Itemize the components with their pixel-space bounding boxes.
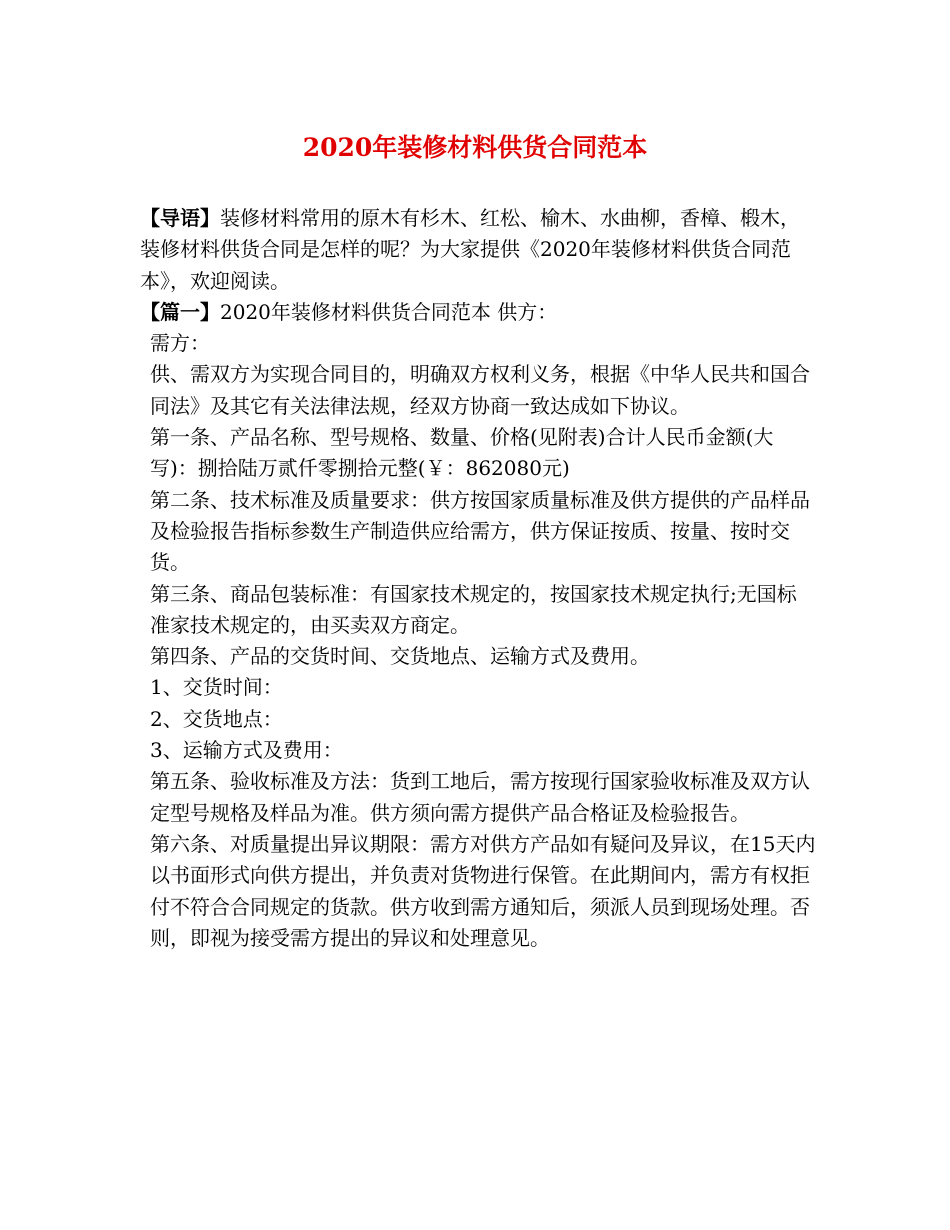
paragraph-buyer: 需方： — [150, 331, 210, 356]
paragraph-article-5: 第五条、验收标准及方法：货到工地后，需方按现行国家验收标准及双方认定型号规格及样品为准。供方须向需方提供产品合格证及检验报告。 — [150, 769, 810, 825]
section-header-text: 2020年装修材料供货合同范本 供方： — [220, 299, 558, 324]
document-body — [140, 203, 816, 954]
paragraph-preamble: 供、需双方为实现合同目的，明确双方权利义务，根据《中华人民共和国合同法》及其它有关法律法规，经双方协商一致达成如下协议。 — [150, 362, 810, 418]
document-title: 2020年装修材料供货合同范本 — [302, 133, 648, 162]
section-header-paragraph — [140, 297, 816, 328]
section-tag: 【篇一】 — [140, 299, 220, 324]
intro-paragraph — [140, 203, 816, 297]
paragraph-item-1: 1、交货时间： — [150, 675, 283, 700]
paragraph-item-3: 3、运输方式及费用： — [150, 738, 343, 763]
paragraph-article-4: 第四条、产品的交货时间、交货地点、运输方式及费用。 — [150, 644, 650, 669]
paragraph-item-2: 2、交货地点： — [150, 706, 283, 731]
intro-text: 装修材料常用的原木有杉木、红松、榆木、水曲柳，香樟、椴木，装修材料供货合同是怎样的呢？为大家提供《2020年装修材料供货合同范本》，欢迎阅读。 — [140, 206, 800, 293]
paragraph-article-2: 第二条、技术标准及质量要求：供方按国家质量标准及供方提供的产品样品及检验报告指标参数生产制造供应给需方，供方保证按质、按量、按时交货。 — [150, 487, 810, 575]
paragraph-article-3: 第三条、商品包装标准：有国家技术规定的，按国家技术规定执行;无国标准家技术规定的，由买卖双方商定。 — [150, 581, 797, 637]
paragraph-article-6: 第六条、对质量提出异议期限：需方对供方产品如有疑问及异议，在15天内以书面形式向供方提出，并负责对货物进行保管。在此期间内，需方有权拒付不符合合同规定的货款。供方收到需方通知后，须派人员到现场处理。否则，即视为接受需方提出的异议和处理意见。 — [150, 831, 816, 950]
paragraph-article-1: 第一条、产品名称、型号规格、数量、价格(见附表)合计人民币金额(大写)：捌拾陆万贰仟零捌拾元整(￥：862080元) — [150, 425, 774, 481]
intro-tag: 【导语】 — [140, 206, 220, 230]
